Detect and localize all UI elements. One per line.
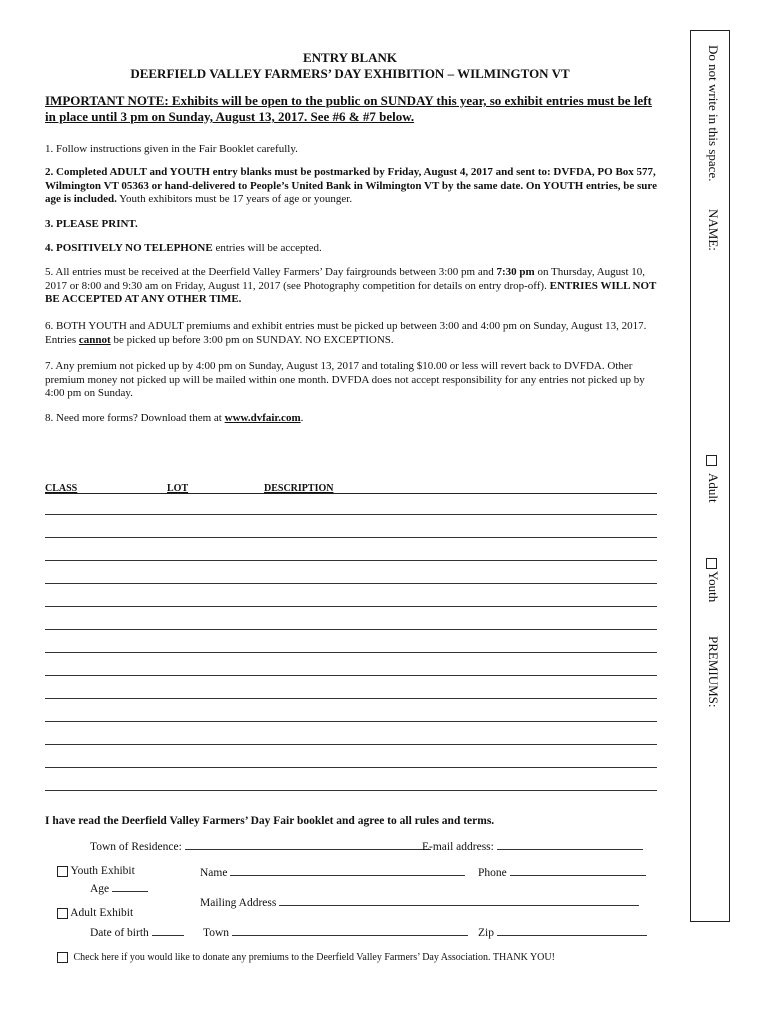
age-field[interactable]: [112, 880, 148, 892]
age-row: [90, 880, 148, 896]
email-row: [422, 838, 643, 854]
zip-row: [478, 924, 647, 940]
adult-checkbox[interactable]: [706, 455, 717, 466]
adult-exhibit-label: Adult Exhibit: [70, 907, 134, 919]
zip-label: Zip: [478, 927, 494, 939]
entry-line[interactable]: [45, 698, 657, 699]
name-label: Name: [200, 867, 228, 879]
youth-label-vertical: Youth: [706, 571, 721, 603]
rule-2: [45, 166, 665, 207]
premiums-label-vertical: PREMIUMS:: [706, 636, 721, 708]
mailing-address-row: [200, 894, 639, 910]
rule-7: 7. Any premium not picked up by 4:00 pm on Sunday, August 13, 2017 and totaling $10.00 or less will revert back to DVFDA. Other premium money not picked up will be mailed within one month. DVFDA does not accept responsibility for any entries not picked up by 4:00 pm on Sunday.: [45, 360, 645, 399]
entry-line[interactable]: [45, 629, 657, 630]
rule-5-d: ENTRIES WILL NOT BE ACCEPTED AT ANY OTHER TIME.: [45, 279, 657, 305]
name-row: [200, 864, 465, 880]
rule-1: 1. Follow instructions given in the Fair Booklet carefully.: [45, 143, 298, 155]
name-label-vertical: NAME:: [706, 209, 721, 251]
youth-exhibit-label: Youth Exhibit: [70, 865, 135, 877]
phone-field[interactable]: [510, 864, 646, 876]
entry-line[interactable]: [45, 537, 657, 538]
phone-label: Phone: [478, 867, 507, 879]
email-field[interactable]: [497, 838, 643, 850]
date-of-birth-field[interactable]: [152, 924, 184, 936]
rule-2-bold: 2. Completed ADULT and YOUTH entry blanks must be postmarked by Friday, August 4, 2017 and sent to: DVFDA, PO Box 577, Wilmington VT 05363 or hand-delivered to People’s United Bank in Wilmington VT by the same date. On YOUTH entries, be sure age is included.: [45, 166, 657, 205]
rule-6: [45, 320, 665, 347]
town-of-residence-label: Town of Residence:: [90, 841, 182, 853]
entry-line[interactable]: [45, 560, 657, 561]
entry-line[interactable]: [45, 721, 657, 722]
rule-8-a: 8. Need more forms? Download them at: [45, 412, 225, 424]
rule-5: [45, 266, 665, 307]
rule-4-bold: 4. POSITIVELY NO TELEPHONE: [45, 242, 213, 254]
email-label: E-mail address:: [422, 841, 494, 853]
important-note: IMPORTANT NOTE: Exhibits will be open to the public on SUNDAY this year, so exhibit entries must be left in place until 3 pm on Sunday, August 13, 2017. See #6 & #7 below.: [45, 93, 652, 124]
rule-8: [45, 412, 665, 426]
rule-8-c: .: [300, 412, 304, 424]
rule-4-rest: entries will be accepted.: [212, 242, 322, 254]
youth-exhibit-checkbox[interactable]: [57, 866, 68, 877]
rule-6-a: 6. BOTH YOUTH and ADULT premiums and exhibit entries must be picked up between 3:00 and 4:00 pm on Sunday, August 13, 2017. Entries: [45, 320, 647, 346]
youth-exhibit-row: [57, 864, 135, 878]
form-title: ENTRY BLANK: [302, 50, 398, 65]
town-label: Town: [203, 927, 230, 939]
zip-field[interactable]: [497, 924, 647, 936]
date-of-birth-row: [90, 924, 184, 940]
entry-line[interactable]: [45, 744, 657, 745]
age-label: Age: [90, 883, 110, 895]
rule-5-a: 5. All entries must be received at the Deerfield Valley Farmers’ Day fairgrounds between 3:00 pm and: [45, 266, 497, 278]
mailing-address-label: Mailing Address: [200, 897, 277, 909]
rule-6-b: cannot: [78, 333, 111, 346]
agreement-statement: I have read the Deerfield Valley Farmers’ Day Fair booklet and agree to all rules and terms.: [45, 815, 495, 827]
town-row: [203, 924, 468, 940]
entry-line[interactable]: [45, 583, 657, 584]
town-of-residence-row: [90, 838, 431, 854]
phone-row: [478, 864, 646, 880]
rule-5-b: 7:30 pm: [496, 266, 535, 278]
rule-4: [45, 242, 665, 256]
donate-checkbox[interactable]: [57, 952, 68, 963]
entry-line[interactable]: [45, 652, 657, 653]
form-subtitle: DEERFIELD VALLEY FARMERS’ DAY EXHIBITION – WILMINGTON VT: [130, 66, 570, 81]
entry-line[interactable]: [45, 790, 657, 791]
col-class: CLASS: [45, 483, 78, 494]
date-of-birth-label: Date of birth: [90, 927, 149, 939]
entry-line[interactable]: [45, 767, 657, 768]
entry-line[interactable]: [45, 675, 657, 676]
town-of-residence-field[interactable]: [185, 838, 431, 850]
adult-label-vertical: Adult: [706, 473, 721, 503]
adult-exhibit-row: [57, 906, 133, 920]
entry-line[interactable]: [45, 606, 657, 607]
rule-2-rest: Youth exhibitors must be 17 years of age or younger.: [116, 193, 353, 205]
entry-line[interactable]: [45, 514, 657, 515]
donate-row: [57, 952, 555, 963]
town-field[interactable]: [232, 924, 468, 936]
do-not-write-note: Do not write in this space.: [706, 45, 721, 182]
name-field[interactable]: [230, 864, 465, 876]
entry-header-line: [45, 493, 657, 494]
adult-exhibit-checkbox[interactable]: [57, 908, 68, 919]
col-description: DESCRIPTION: [264, 483, 334, 494]
col-lot: LOT: [167, 483, 189, 494]
rule-5-c: on Thursday, August 10, 2017 or 8:00 and 9:30 am on Friday, August 11, 2017 (see Photography competition for details on entry drop-off).: [45, 266, 645, 292]
dvfair-link[interactable]: www.dvfair.com: [224, 412, 301, 424]
youth-checkbox[interactable]: [706, 558, 717, 569]
mailing-address-field[interactable]: [279, 894, 639, 906]
rule-6-c: be picked up before 3:00 pm on SUNDAY. NO EXCEPTIONS.: [110, 333, 394, 346]
office-use-box: [690, 30, 730, 922]
donate-label: Check here if you would like to donate any premiums to the Deerfield Valley Farmers’ Day Association. THANK YOU!: [73, 952, 555, 963]
rule-3: 3. PLEASE PRINT.: [45, 218, 138, 230]
